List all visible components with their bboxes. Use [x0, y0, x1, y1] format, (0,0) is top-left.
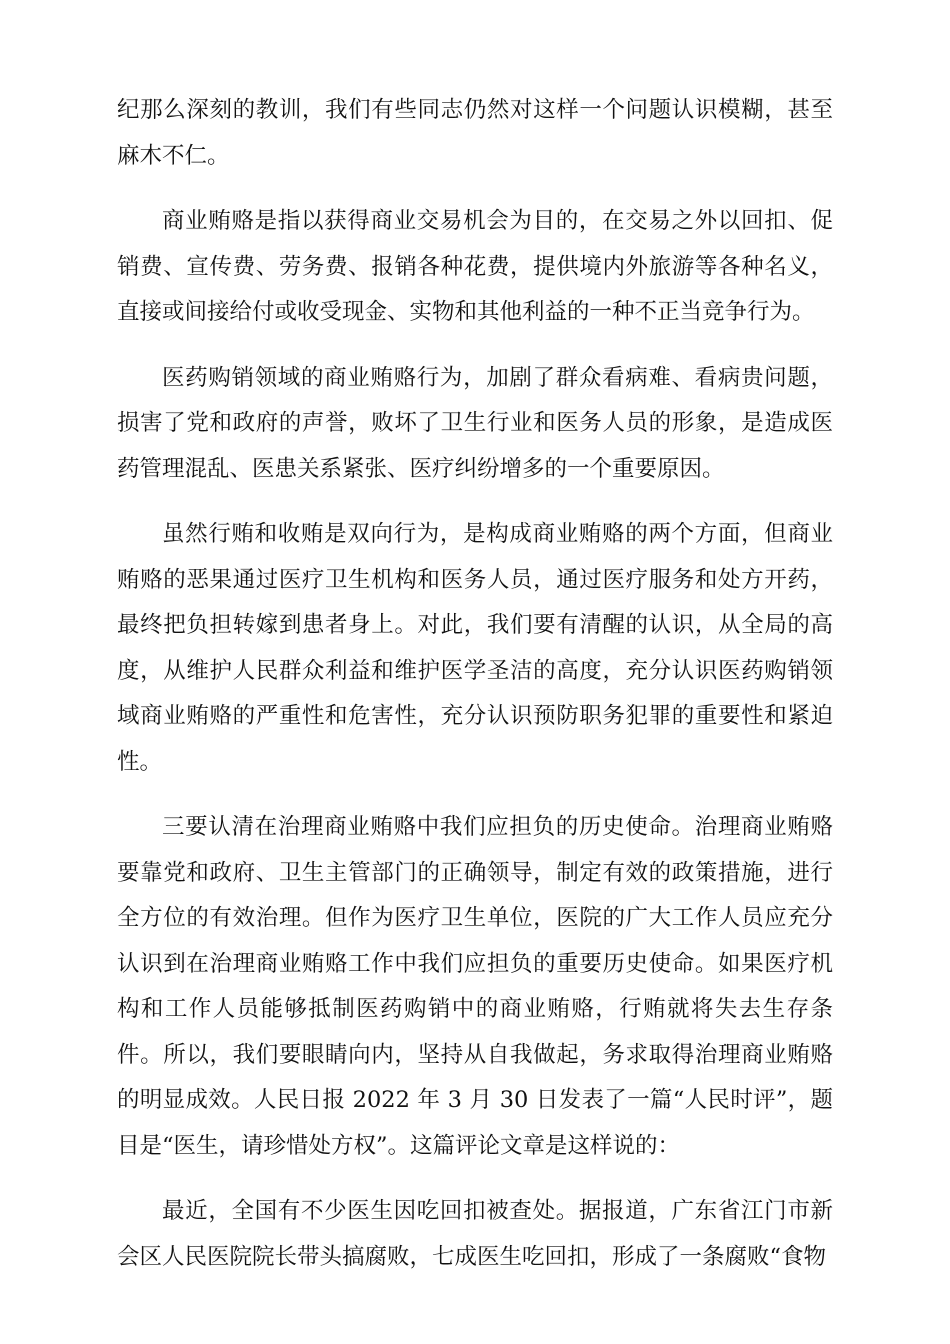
- paragraph-medical-bribery-harm: 医药购销领域的商业贿赂行为，加剧了群众看病难、看病贵问题，损害了党和政府的声誉，败坏了卫生行业和医务人员的形象，是造成医药管理混乱、医患关系紧张、医疗纠纷增多的一个重要原因。: [117, 364, 833, 482]
- paragraph-continuation: 纪那么深刻的教训，我们有些同志仍然对这样一个问题认识模糊，甚至麻木不仁。: [117, 97, 833, 169]
- document-body: [117, 88, 833, 1300]
- paragraph-recent-cases: 最近，全国有不少医生因吃回扣被查处。据报道，广东省江门市新会区人民医院院长带头搞腐败，七成医生吃回扣，形成了一条腐败“食物: [117, 1198, 833, 1270]
- paragraph-bidirectional-bribery: 虽然行贿和收贿是双向行为，是构成商业贿赂的两个方面，但商业贿赂的恶果通过医疗卫生机构和医务人员，通过医疗服务和处方开药，最终把负担转嫁到患者身上。对此，我们要有清醒的认识，从全局的高度，从维护人民群众利益和维护医学圣洁的高度，充分认识医药购销领域商业贿赂的严重性和危害性，充分认识预防职务犯罪的重要性和紧迫性。: [117, 521, 833, 775]
- paragraph-commercial-bribery-definition: 商业贿赂是指以获得商业交易机会为目的，在交易之外以回扣、促销费、宣传费、劳务费、报销各种花费，提供境内外旅游等各种名义，直接或间接给付或收受现金、实物和其他利益的一种不正当竞争行为。: [117, 208, 833, 325]
- paragraph-historical-mission: 三要认清在治理商业贿赂中我们应担负的历史使命。治理商业贿赂要靠党和政府、卫生主管部门的正确领导，制定有效的政策措施，进行全方位的有效治理。但作为医疗卫生单位，医院的广大工作人员应充分认识到在治理商业贿赂工作中我们应担负的重要历史使命。如果医疗机构和工作人员能够抵制医药购销中的商业贿赂，行贿就将失去生存条件。所以，我们要眼睛向内，坚持从自我做起，务求取得治理商业贿赂的明显成效。人民日报 2022 年 3 月 30 日发表了一篇“人民时评”，题目是“医生，请珍惜处方权”。这篇评论文章是这样说的：: [117, 814, 833, 1159]
